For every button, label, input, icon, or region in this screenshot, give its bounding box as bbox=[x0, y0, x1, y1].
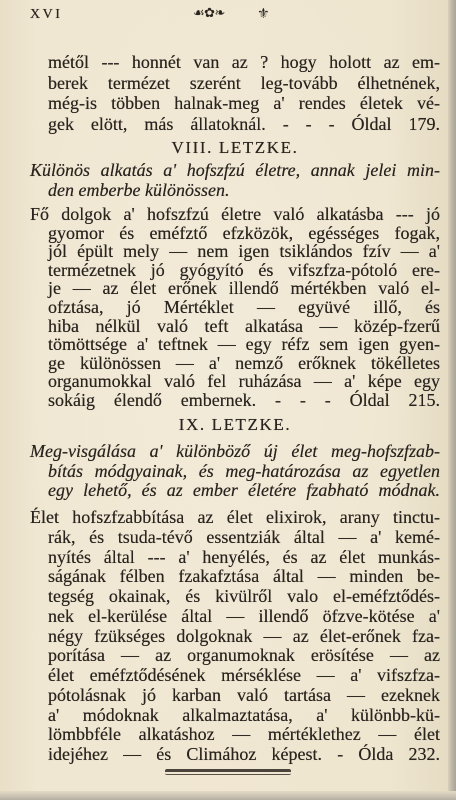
text-line: idejéhez — és Climához képest. - Ólda 232. bbox=[48, 744, 440, 764]
floral-scroll-ornament-icon bbox=[193, 5, 225, 23]
continuation-entry bbox=[48, 52, 440, 134]
page-number: XVI bbox=[30, 7, 63, 22]
text-line: Élet hofszfzabbítása az élet elixirok, arany tinctu- bbox=[30, 507, 440, 527]
text-line: organumokkal való fel ruházása — a' képe egy bbox=[48, 371, 440, 392]
lesson-summary bbox=[30, 508, 440, 765]
text-line: Fő dolgok a' hofszfzú életre való alkatásba --- jó bbox=[30, 204, 440, 224]
text-line: élet eméfztődésének mérséklése — a' vifszfza- bbox=[48, 665, 440, 685]
text-line: nek el-kerülése által — illendő öfzve-kötése a' bbox=[48, 605, 440, 626]
text-line: négy fzükséges dolgoknak — az élet-erőnek fza- bbox=[48, 625, 440, 646]
text-line: jól épült mely — nem igen tsiklándos fzív — a' bbox=[48, 241, 440, 262]
subtitle-line: Meg-visgálása a' különböző új élet meg-hofszfzab- bbox=[30, 441, 440, 461]
text-line: a' módoknak alkalmaztatása, a' különbb-kü- bbox=[48, 704, 440, 725]
text-line: ságának félben fzakafztása által — minden be- bbox=[48, 566, 440, 587]
text-line: hiba nélkül való teft alkatása — közép-fzerű bbox=[48, 315, 440, 336]
subtitle-line: bítás módgyainak, és meg-határozása az egyetlen bbox=[48, 460, 440, 481]
text-line: gek elött, más állatoknál. - - - Óldal 179. bbox=[48, 113, 440, 134]
lesson-heading: IX. LETZKE. bbox=[178, 415, 292, 434]
subtitle-line: egy lehető, és az ember életére fzabható módnak. bbox=[48, 480, 440, 500]
text-line: rák, és tsuda-tévő essentziák által — a' kemé- bbox=[48, 526, 440, 547]
text-line: je — az élet erőnek illendő mértékben való el- bbox=[48, 278, 440, 299]
footer-rule-ornament bbox=[165, 769, 291, 775]
text-line: gyomor és eméfztő efzközök, egésséges fogak, bbox=[48, 222, 440, 243]
text-line: ofztása, jó Mértéklet — együvé illő, és bbox=[48, 296, 440, 317]
text-line: ge különössen — a' nemző erőknek tökélletes bbox=[48, 352, 440, 373]
lesson-heading: VIII. LETZKE. bbox=[171, 138, 299, 157]
text-line: métől --- honnét van az ? hogy holott az em- bbox=[48, 52, 440, 72]
text-line: berek termézet szerént leg-tovább élhetnének, bbox=[48, 72, 440, 93]
text-line: nyítés által --- a' henyélés, és az élet munkás- bbox=[48, 546, 440, 567]
fleur-de-lis-ornament-icon bbox=[257, 5, 270, 23]
lesson-subtitle bbox=[30, 442, 440, 501]
lesson-subtitle bbox=[30, 161, 440, 200]
text-line: pótolásnak jó karban való tartása — ezeknek bbox=[48, 684, 440, 705]
text-line: még-is többen halnak-meg a' rendes életek vé- bbox=[48, 93, 440, 113]
page-edge-shadow bbox=[448, 0, 456, 800]
page-bottom-shadow bbox=[0, 791, 456, 800]
text-line: porítása — az organumoknak erösítése — az bbox=[48, 645, 440, 666]
text-line: lömbbféle alkatáshoz — mértéklethez — élet bbox=[48, 724, 440, 745]
text-line: termézetnek jó gyógyító és vifszfza-pótoló ere- bbox=[48, 259, 440, 280]
lesson-summary bbox=[30, 205, 440, 410]
subtitle-line: Különös alkatás a' hofszfzú életre, annak jelei min- bbox=[30, 160, 440, 180]
text-line: sokáig élendő embernek. - - - Óldal 215. bbox=[48, 389, 440, 410]
subtitle-line: den emberbe különössen. bbox=[48, 179, 230, 200]
text-line: tegség okainak, és kivülről valo el-eméfztődés- bbox=[48, 586, 440, 606]
text-line: tömöttsége a' teftnek — egy réfz sem igen gyen- bbox=[48, 334, 440, 355]
